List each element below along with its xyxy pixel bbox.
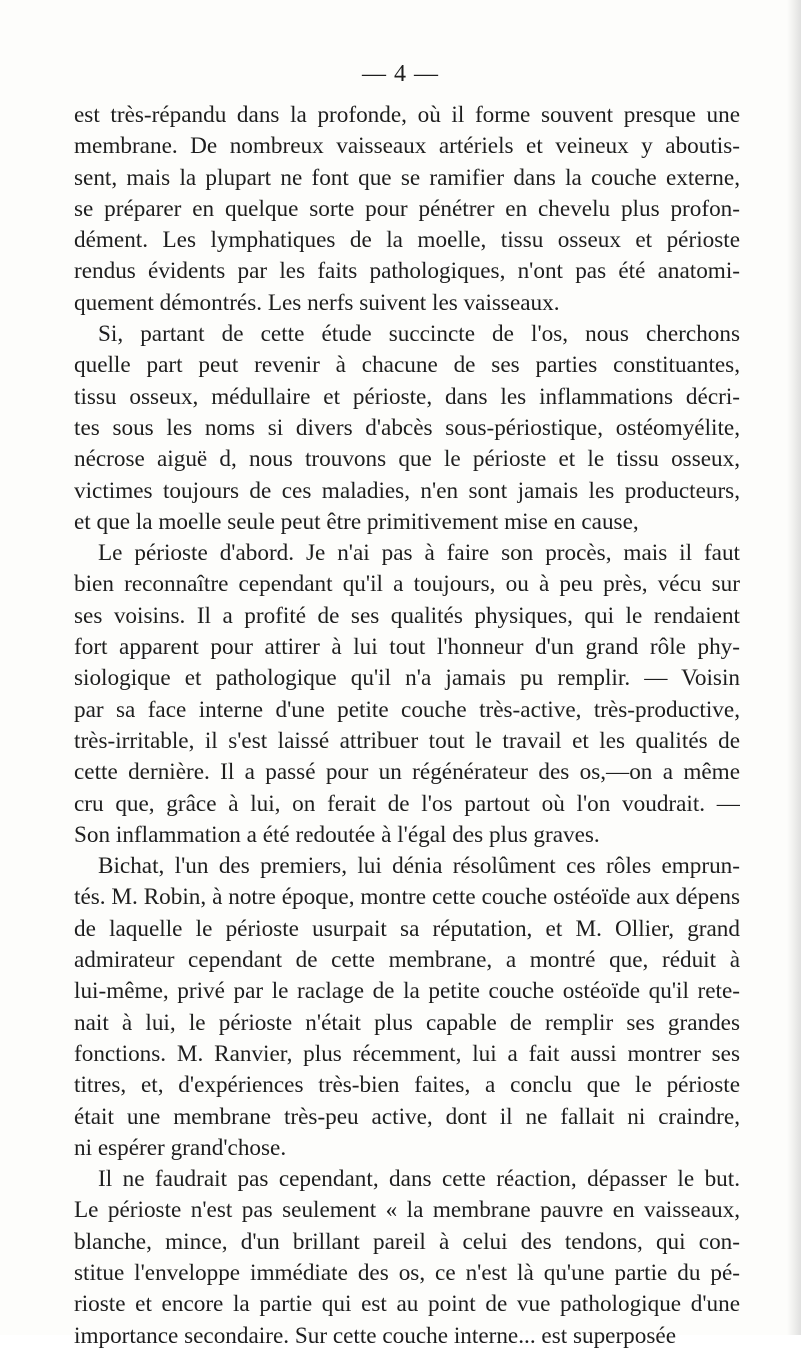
- text-line: admirateur cependant de cette membrane, a montré que, réduit à: [74, 947, 740, 974]
- text-line: sent, mais la plupart ne font que se ramifier dans la couche externe,: [74, 164, 740, 191]
- text-line: lui-même, privé par le raclage de la petite couche ostéoïde qu'il rete-: [74, 978, 740, 1005]
- text-line: se préparer en quelque sorte pour pénétrer en chevelu plus profon-: [74, 195, 740, 222]
- text-line: ses voisins. Il a profité de ses qualités physiques, qui le rendaient: [74, 602, 740, 629]
- text-line: rioste et encore la partie qui est au point de vue pathologique d'une: [74, 1291, 740, 1318]
- text-line: Son inflammation a été redoutée à l'égal des plus graves.: [74, 821, 600, 848]
- text-line: dément. Les lymphatiques de la moelle, tissu osseux et périoste: [74, 227, 740, 254]
- text-line: de laquelle le périoste usurpait sa réputation, et M. Ollier, grand: [74, 915, 740, 942]
- text-line: tissu osseux, médullaire et périoste, dans les inflammations décri-: [74, 383, 740, 410]
- text-line: par sa face interne d'une petite couche très-active, très-productive,: [74, 696, 740, 723]
- text-line: est très-répandu dans la profonde, où il forme souvent presque une: [74, 102, 740, 128]
- text-line: tés. M. Robin, à notre époque, montre cette couche ostéoïde aux dépens: [74, 884, 740, 911]
- text-line: était une membrane très-peu active, dont il ne fallait ni craindre,: [74, 1103, 740, 1130]
- text-line: Bichat, l'un des premiers, lui dénia résolûment ces rôles emprun-: [98, 853, 740, 880]
- text-line: blanche, mince, d'un brillant pareil à celui des tendons, qui con-: [74, 1228, 740, 1255]
- text-line: importance secondaire. Sur cette couche interne... est superposée: [74, 1322, 676, 1349]
- text-line: rendus évidents par les faits pathologiques, n'ont pas été anatomi-: [74, 258, 740, 285]
- text-line: Le périoste n'est pas seulement « la membrane pauvre en vaisseaux,: [74, 1197, 740, 1224]
- text-line: victimes toujours de ces maladies, n'en sont jamais les producteurs,: [74, 477, 740, 504]
- text-line: nait à lui, le périoste n'était plus capable de remplir ses grandes: [74, 1009, 740, 1036]
- text-line: très-irritable, il s'est laissé attribuer tout le travail et les qualités de: [74, 727, 740, 754]
- text-line: fonctions. M. Ranvier, plus récemment, lui a fait aussi montrer ses: [74, 1040, 740, 1067]
- text-line: ni espérer grand'chose.: [74, 1134, 287, 1161]
- text-line: cru que, grâce à lui, on ferait de l'os partout où l'on voudrait. —: [74, 790, 740, 817]
- text-line: stitue l'enveloppe immédiate des os, ce n'est là qu'une partie du pé-: [74, 1259, 740, 1286]
- text-line: Il ne faudrait pas cependant, dans cette réaction, dépasser le but.: [98, 1166, 740, 1193]
- text-line: fort apparent pour attirer à lui tout l'honneur d'un grand rôle phy-: [74, 634, 740, 661]
- text-line: bien reconnaître cependant qu'il a toujours, ou à peu près, vécu sur: [74, 571, 740, 598]
- text-line: nécrose aiguë d, nous trouvons que le périoste et le tissu osseux,: [74, 446, 740, 473]
- text-line: et que la moelle seule peut être primitivement mise en cause,: [74, 508, 639, 535]
- text-line: titres, et, d'expériences très-bien faites, a conclu que le périoste: [74, 1072, 740, 1099]
- text-line: membrane. De nombreux vaisseaux artériels et veineux y aboutis-: [74, 133, 740, 160]
- page-number: — 4 —: [362, 61, 439, 87]
- text-line: cette dernière. Il a passé pour un régénérateur des os,—on a même: [74, 759, 740, 786]
- page-edge-shadow: [787, 0, 801, 1335]
- text-line: Le périoste d'abord. Je n'ai pas à faire son procès, mais il faut: [98, 540, 740, 567]
- text-line: Si, partant de cette étude succincte de l'os, nous cherchons: [98, 321, 740, 348]
- text-line: quelle part peut revenir à chacune de ses parties constituantes,: [74, 352, 740, 379]
- text-line: siologique et pathologique qu'il n'a jamais pu remplir. — Voisin: [74, 665, 740, 692]
- body-text: [74, 100, 740, 1352]
- text-line: quement démontrés. Les nerfs suivent les vaisseaux.: [74, 289, 560, 316]
- text-line: tes sous les noms si divers d'abcès sous-périostique, ostéomyélite,: [74, 414, 740, 441]
